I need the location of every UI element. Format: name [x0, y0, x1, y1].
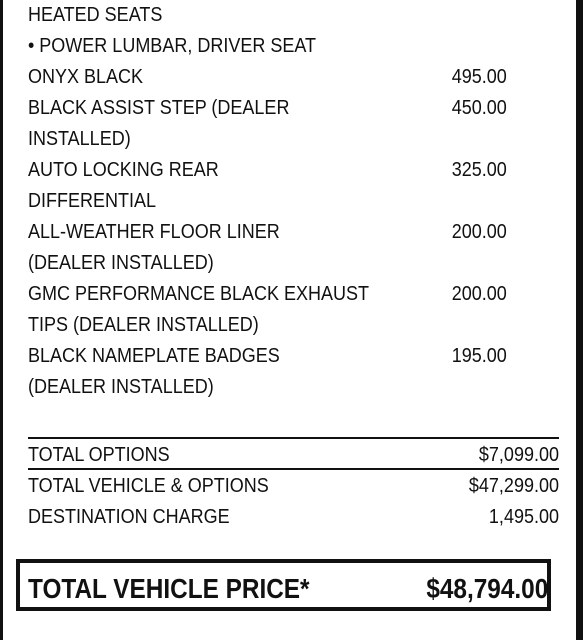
- option-name-line: ALL-WEATHER FLOOR LINER: [28, 221, 280, 243]
- destination-label: DESTINATION CHARGE: [28, 506, 230, 528]
- left-border: [0, 0, 3, 640]
- option-name-line-2: (DEALER INSTALLED): [28, 376, 214, 398]
- total-vehicle-row: [28, 471, 559, 502]
- option-name: [28, 155, 443, 217]
- option-price: 200.00: [451, 221, 507, 243]
- option-price: 495.00: [451, 66, 507, 88]
- grand-total-value: $48,794.00: [426, 573, 549, 604]
- total-vehicle-label: TOTAL VEHICLE & OPTIONS: [28, 475, 269, 497]
- option-name: [28, 93, 443, 155]
- option-name: [28, 62, 443, 93]
- feature-bullet-line: • POWER LUMBAR, DRIVER SEAT: [28, 35, 317, 57]
- option-item: [28, 341, 507, 403]
- option-item: [28, 62, 507, 93]
- grand-total-label: TOTAL VEHICLE PRICE*: [28, 573, 310, 604]
- option-name-line-2: INSTALLED): [28, 128, 131, 150]
- options-list: [28, 0, 507, 403]
- option-name-line: ONYX BLACK: [28, 66, 144, 88]
- option-price: 325.00: [451, 159, 507, 181]
- option-item: [28, 155, 507, 217]
- grand-total-row: [28, 571, 548, 607]
- option-price: 200.00: [451, 283, 507, 305]
- total-options-row: [28, 440, 559, 471]
- option-name-line-2: (DEALER INSTALLED): [28, 252, 214, 274]
- option-name-line: GMC PERFORMANCE BLACK EXHAUST: [28, 283, 370, 305]
- option-price: 450.00: [451, 97, 507, 119]
- option-name-line: BLACK NAMEPLATE BADGES: [28, 345, 280, 367]
- total-options-value: $7,099.00: [478, 444, 559, 466]
- destination-row: [28, 502, 559, 533]
- totals-section: [28, 440, 559, 533]
- option-item: [28, 93, 507, 155]
- option-name-line-2: DIFFERENTIAL: [28, 190, 157, 212]
- total-options-label: TOTAL OPTIONS: [28, 444, 170, 466]
- option-price: 195.00: [451, 345, 507, 367]
- option-name-line: AUTO LOCKING REAR: [28, 159, 219, 181]
- option-name: [28, 341, 443, 403]
- option-item: [28, 217, 507, 279]
- feature-line: HEATED SEATS: [28, 4, 163, 26]
- totals-top-rule: [28, 437, 559, 439]
- option-name: [28, 217, 443, 279]
- option-name-line-2: TIPS (DEALER INSTALLED): [28, 314, 259, 336]
- option-item: [28, 279, 507, 341]
- right-border: [576, 0, 583, 640]
- option-name-line: BLACK ASSIST STEP (DEALER: [28, 97, 290, 119]
- total-vehicle-value: $47,299.00: [468, 475, 559, 497]
- destination-value: 1,495.00: [488, 506, 559, 528]
- option-name: [28, 279, 443, 341]
